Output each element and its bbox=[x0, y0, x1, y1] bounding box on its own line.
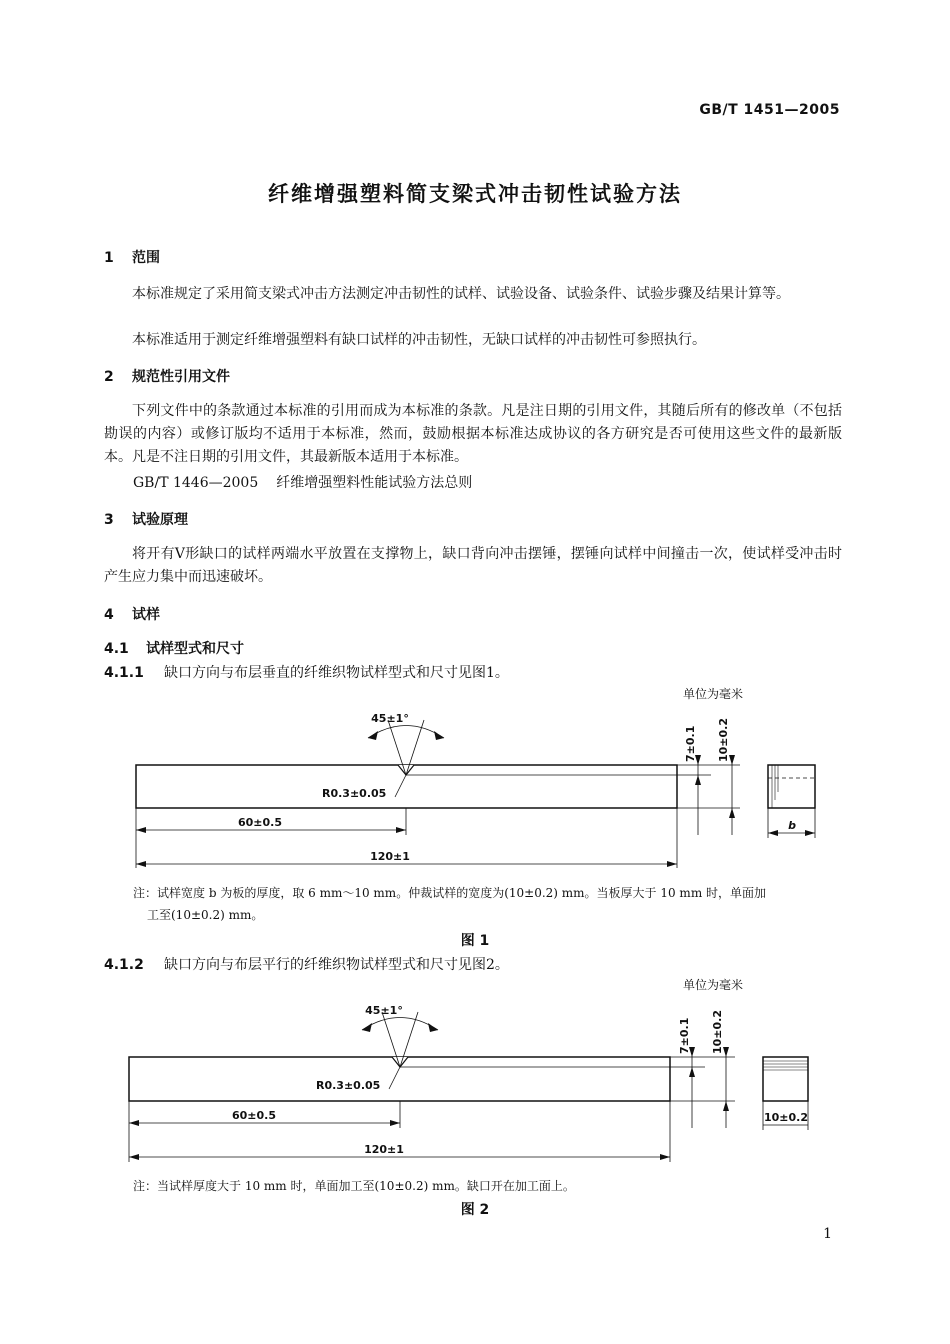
section-number: 1 bbox=[104, 250, 114, 266]
section-2-heading bbox=[104, 366, 230, 386]
section-4-heading bbox=[104, 604, 160, 624]
figure-1-note bbox=[133, 882, 843, 926]
section-title: 范围 bbox=[132, 250, 160, 266]
section-3-heading bbox=[104, 509, 188, 529]
notch-depth-label: 7±0.1 bbox=[684, 725, 697, 762]
radius-label: R0.3±0.05 bbox=[316, 1079, 381, 1092]
note-label: 注： bbox=[133, 886, 158, 900]
section-number: 4.1 bbox=[104, 641, 129, 657]
width-label: b bbox=[788, 819, 796, 832]
section-title: 试样 bbox=[132, 607, 160, 623]
notch-position-label: 60±0.5 bbox=[237, 816, 283, 829]
note-label: 注： bbox=[133, 1179, 158, 1193]
note-text: 当试样厚度大于 10 mm 时，单面加工至(10±0.2) mm。缺口开在加工面上。 bbox=[157, 1179, 575, 1193]
section-title: 试样型式和尺寸 bbox=[146, 641, 244, 657]
radius-label: R0.3±0.05 bbox=[322, 787, 387, 800]
section-title: 试验原理 bbox=[132, 512, 188, 528]
section-1-heading bbox=[104, 247, 160, 267]
figure-1-caption: 图 1 bbox=[460, 933, 490, 949]
clause-number: 4.1.2 bbox=[104, 957, 144, 973]
length-label: 120±1 bbox=[364, 1143, 404, 1156]
notch-depth-label: 7±0.1 bbox=[678, 1017, 691, 1054]
normative-reference bbox=[133, 472, 472, 492]
clause-text: 缺口方向与布层垂直的纤维织物试样型式和尺寸见图1。 bbox=[164, 665, 509, 681]
section-1-paragraph-2: 本标准适用于测定纤维增强塑料有缺口试样的冲击韧性，无缺口试样的冲击韧性可参照执行。 bbox=[132, 332, 706, 348]
figure-2-unit-label: 单位为毫米 bbox=[683, 978, 744, 992]
section-1-paragraph-1: 本标准规定了采用简支梁式冲击方法测定冲击韧性的试样、试验设备、试验条件、试验步骤及结果计算等。 bbox=[132, 286, 790, 302]
reference-code: GB/T 1446—2005 bbox=[133, 475, 259, 491]
clause-4-1-2 bbox=[104, 954, 509, 974]
section-title: 规范性引用文件 bbox=[132, 369, 230, 385]
clause-number: 4.1.1 bbox=[104, 665, 144, 681]
figure-1-drawing bbox=[0, 700, 950, 875]
specimen-side-view bbox=[763, 1057, 808, 1101]
reference-title: 纤维增强塑料性能试验方法总则 bbox=[276, 475, 473, 491]
figure-1-unit-label: 单位为毫米 bbox=[683, 687, 744, 701]
page-number: 1 bbox=[823, 1226, 832, 1242]
height-label: 10±0.2 bbox=[717, 717, 730, 762]
note-line-1: 试样宽度 b 为板的厚度，取 6 mm～10 mm。仲裁试样的宽度为(10±0.2) mm。当板厚大于 10 mm 时，单面加 bbox=[157, 886, 767, 900]
angle-label: 45±1° bbox=[365, 1004, 403, 1017]
section-4-1-heading bbox=[104, 638, 244, 658]
clause-4-1-1 bbox=[104, 662, 509, 682]
height-label: 10±0.2 bbox=[711, 1009, 724, 1054]
figure-2-drawing bbox=[0, 995, 950, 1170]
v-notch bbox=[392, 1057, 408, 1067]
standard-number: GB/T 1451—2005 bbox=[699, 102, 840, 118]
section-3-paragraph: 将开有V形缺口的试样两端水平放置在支撑物上，缺口背向冲击摆锤，摆锤向试样中间撞击一次，使试样受冲击时产生应力集中而迅速破坏。 bbox=[104, 546, 842, 585]
width-label: 10±0.2 bbox=[763, 1111, 809, 1124]
section-2-paragraph: 下列文件中的条款通过本标准的引用而成为本标准的条款。凡是注日期的引用文件，其随后所有的修改单（不包括勘误的内容）或修订版均不适用于本标准，然而，鼓励根据本标准达成协议的各方研究是否可使用这些文件的最新版本。凡是不注日期的引用文件，其最新版本适用于本标准。 bbox=[104, 403, 842, 465]
figure-2-caption: 图 2 bbox=[460, 1202, 490, 1218]
v-notch bbox=[398, 765, 414, 775]
document-title: 纤维增强塑料简支梁式冲击韧性试验方法 bbox=[268, 182, 682, 206]
notch-position-label: 60±0.5 bbox=[231, 1109, 277, 1122]
angle-label: 45±1° bbox=[371, 712, 409, 725]
section-number: 4 bbox=[104, 607, 114, 623]
figure-2-note bbox=[133, 1175, 843, 1197]
note-line-2: 工至(10±0.2) mm。 bbox=[147, 908, 264, 922]
clause-text: 缺口方向与布层平行的纤维织物试样型式和尺寸见图2。 bbox=[164, 957, 509, 973]
section-number: 2 bbox=[104, 369, 114, 385]
length-label: 120±1 bbox=[370, 850, 410, 863]
section-number: 3 bbox=[104, 512, 114, 528]
